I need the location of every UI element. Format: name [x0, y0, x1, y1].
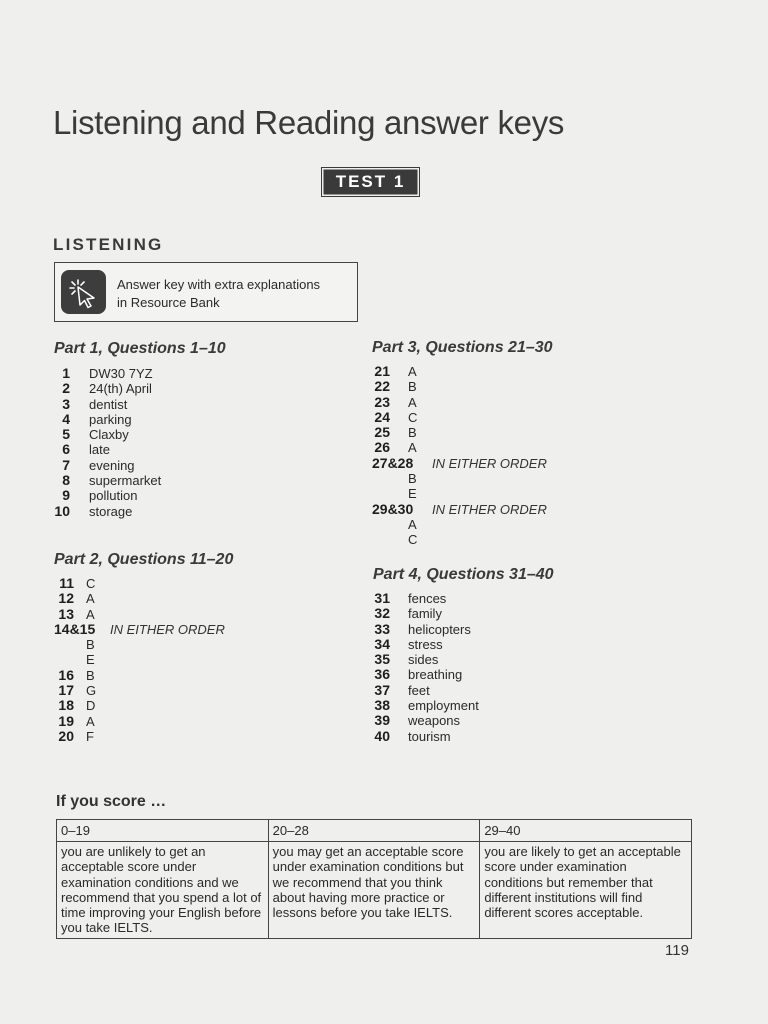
either-order-note: IN EITHER ORDER	[432, 501, 547, 517]
answer-text: C	[408, 532, 418, 548]
answer-text: F	[86, 728, 94, 744]
answer-text: B	[408, 425, 417, 441]
resource-line-2: in Resource Bank	[117, 295, 220, 310]
answer-row	[372, 425, 632, 440]
part-4-heading: Part 4, Questions 31–40	[373, 566, 554, 583]
answer-text: storage	[89, 503, 133, 519]
answer-row	[372, 606, 572, 621]
answer-text: supermarket	[89, 473, 162, 489]
answer-row	[372, 502, 632, 517]
answer-row	[372, 364, 632, 379]
answer-row	[54, 488, 254, 503]
question-number: 5	[62, 426, 70, 443]
answer-row	[372, 395, 632, 410]
answer-text: B	[86, 637, 95, 653]
cursor-click-icon	[61, 270, 106, 314]
answer-row	[54, 442, 254, 457]
answer-row	[54, 729, 314, 744]
answer-row	[54, 637, 314, 652]
answer-text: A	[408, 440, 417, 456]
question-number: 17	[58, 682, 74, 699]
answer-text: DW30 7YZ	[89, 366, 153, 381]
answer-row	[54, 622, 314, 637]
answer-text: feet	[408, 682, 430, 698]
answer-row	[372, 713, 572, 728]
answer-text: A	[408, 364, 417, 379]
either-order-note: IN EITHER ORDER	[110, 621, 225, 637]
question-number: 25	[374, 424, 390, 441]
answer-text: tourism	[408, 728, 451, 744]
answer-row	[372, 622, 572, 637]
part-2-heading: Part 2, Questions 11–20	[54, 551, 234, 568]
page-number: 119	[665, 942, 689, 959]
answer-row	[54, 683, 314, 698]
question-number: 9	[62, 487, 70, 504]
part-3-heading: Part 3, Questions 21–30	[372, 339, 553, 356]
score-range: 0–19	[57, 820, 269, 842]
question-number: 2	[62, 380, 70, 397]
answer-row	[54, 591, 314, 606]
question-number: 3	[62, 395, 70, 412]
question-number: 29&30	[372, 500, 414, 517]
question-number: 22	[374, 378, 390, 395]
score-heading: If you score …	[56, 793, 167, 810]
question-number: 38	[374, 697, 390, 714]
answer-text: dentist	[89, 396, 128, 412]
answer-row	[372, 729, 572, 744]
question-number: 39	[374, 712, 390, 729]
answer-row	[372, 517, 632, 532]
answer-row	[372, 410, 632, 425]
part-2-answers	[54, 576, 314, 744]
question-number: 24	[374, 408, 390, 425]
part-1-heading: Part 1, Questions 1–10	[54, 340, 226, 357]
question-number: 33	[374, 620, 390, 637]
question-number: 8	[62, 472, 70, 489]
answer-text: 24(th) April	[89, 381, 152, 397]
answer-text: D	[86, 698, 96, 714]
question-number: 26	[374, 439, 390, 456]
answer-row	[372, 652, 572, 667]
either-order-note: IN EITHER ORDER	[432, 455, 547, 471]
answer-text: family	[408, 606, 442, 622]
question-number: 40	[374, 727, 390, 744]
answer-text: fences	[408, 591, 447, 606]
question-number: 34	[374, 635, 390, 652]
answer-row	[372, 667, 572, 682]
question-number: 6	[62, 441, 70, 458]
question-number: 16	[58, 666, 74, 683]
resource-line-1: Answer key with extra explanations	[117, 277, 321, 292]
answer-text: B	[408, 471, 417, 487]
answer-row	[54, 714, 314, 729]
part-3-answers	[372, 364, 632, 548]
answer-row	[372, 471, 632, 486]
question-number: 1	[62, 365, 70, 381]
score-range-row	[57, 820, 692, 842]
answer-row	[54, 397, 254, 412]
question-number: 10	[54, 502, 70, 519]
answer-row	[54, 381, 254, 396]
question-number: 36	[374, 666, 390, 683]
answer-text: A	[408, 394, 417, 410]
answer-text: breathing	[408, 667, 463, 683]
answer-text: weapons	[408, 713, 461, 729]
score-range: 29–40	[480, 820, 692, 842]
section-heading: LISTENING	[53, 235, 164, 254]
page-title: Listening and Reading answer keys	[53, 104, 565, 141]
part-1-answers	[54, 366, 254, 519]
answer-row	[372, 637, 572, 652]
question-number: 31	[374, 590, 390, 606]
answer-text: Claxby	[89, 427, 129, 443]
answer-text: C	[408, 409, 418, 425]
question-number: 27&28	[372, 454, 414, 471]
answer-row	[372, 440, 632, 455]
answer-row	[54, 504, 254, 519]
answer-text: B	[408, 379, 417, 395]
test-badge: TEST 1	[322, 168, 419, 196]
answer-row	[372, 698, 572, 713]
answer-text: A	[86, 713, 95, 729]
score-table	[56, 819, 692, 939]
question-number: 13	[58, 605, 74, 622]
question-number: 11	[59, 575, 74, 591]
score-advice-row	[57, 842, 692, 939]
answer-row	[54, 698, 314, 713]
score-advice: you are unlikely to get an acceptable score under examination conditions and we recommend that you spend a lot of time improving your English before you take IELTS.	[57, 842, 269, 939]
answer-text: A	[86, 606, 95, 622]
answer-row	[372, 456, 632, 471]
answer-row	[54, 412, 254, 427]
score-range: 20–28	[268, 820, 480, 842]
answer-text: A	[86, 591, 95, 607]
score-advice: you may get an acceptable score under examination conditions but we recommend that you think about having more practice or lessons before you take IELTS.	[268, 842, 480, 939]
question-number: 7	[62, 456, 70, 473]
answer-text: B	[86, 667, 95, 683]
answer-text: helicopters	[408, 621, 471, 637]
resource-text	[117, 276, 320, 312]
answer-text: sides	[408, 652, 439, 668]
answer-text: employment	[408, 698, 479, 714]
answer-text: parking	[89, 411, 132, 427]
answer-row	[54, 427, 254, 442]
answer-row	[54, 366, 254, 381]
answer-text: C	[86, 576, 96, 591]
answer-row	[372, 486, 632, 501]
answer-text: stress	[408, 636, 443, 652]
answer-text: late	[89, 442, 110, 458]
answer-row	[54, 607, 314, 622]
resource-bank-box	[54, 262, 358, 322]
question-number: 35	[374, 651, 390, 668]
answer-text: A	[408, 516, 417, 532]
question-number: 20	[58, 727, 74, 744]
answer-row	[372, 683, 572, 698]
answer-row	[372, 379, 632, 394]
part-4-answers	[372, 591, 572, 744]
answer-row	[54, 668, 314, 683]
question-number: 32	[374, 605, 390, 622]
answer-text: G	[86, 683, 97, 699]
question-number: 37	[374, 681, 390, 698]
answer-text: pollution	[89, 488, 138, 504]
answer-row	[54, 458, 254, 473]
question-number: 14&15	[54, 620, 96, 637]
question-number: 21	[374, 363, 390, 379]
answer-row	[372, 591, 572, 606]
answer-text: evening	[89, 457, 135, 473]
question-number: 4	[62, 410, 70, 427]
answer-row	[54, 652, 314, 667]
answer-row	[54, 576, 314, 591]
answer-row	[372, 532, 632, 547]
question-number: 19	[58, 712, 74, 729]
answer-row	[54, 473, 254, 488]
answer-text: E	[86, 652, 95, 668]
question-number: 23	[374, 393, 390, 410]
question-number: 12	[58, 590, 74, 607]
answer-text: E	[408, 486, 417, 502]
question-number: 18	[58, 697, 74, 714]
score-advice: you are likely to get an acceptable score under examination conditions but remember that different institutions will find different scores acceptable.	[480, 842, 692, 939]
